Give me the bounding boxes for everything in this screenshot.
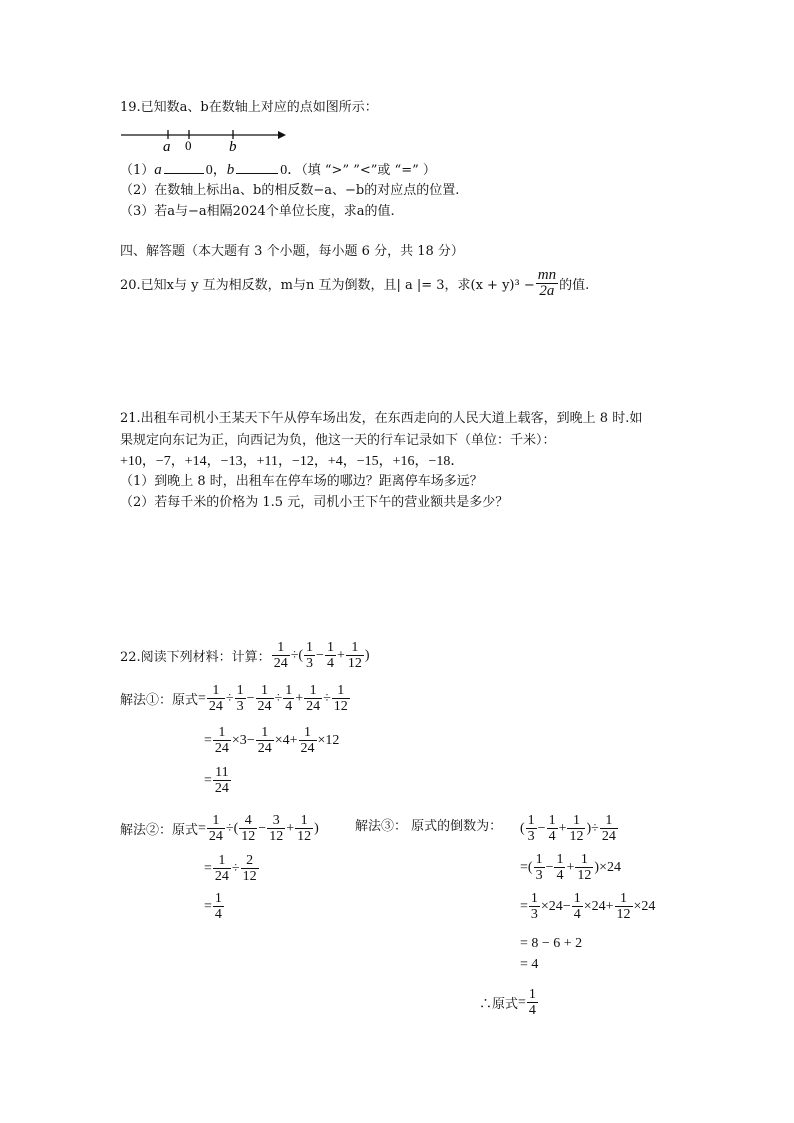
fraction (207, 683, 225, 714)
math-symbol: 0． (280, 163, 302, 178)
fraction-denominator: 3 (530, 907, 538, 922)
q22-method2-line2 (204, 853, 260, 884)
fraction (304, 640, 315, 671)
fraction (325, 640, 336, 671)
fraction-numerator: 1 (306, 640, 314, 655)
fraction-numerator: 1 (346, 640, 364, 656)
fraction-denominator: 12 (333, 699, 348, 714)
fraction-numerator: 1 (272, 640, 290, 656)
fraction-numerator: 1 (527, 813, 535, 828)
math-symbol: ÷ (274, 690, 283, 706)
section-heading: 四、解答题（本大题有 3 个小题，每小题 6 分，共 18 分） (120, 244, 464, 259)
fraction (213, 891, 224, 922)
math-symbol: + (289, 732, 298, 748)
fraction-numerator: 1 (213, 853, 231, 869)
fraction-denominator: 4 (573, 907, 581, 922)
fraction-numerator: 1 (528, 987, 536, 1002)
fraction-numerator: 1 (567, 813, 585, 829)
fraction-numerator: 1 (299, 725, 317, 741)
math-symbol: = (518, 994, 526, 1010)
fraction-numerator: 1 (575, 852, 593, 868)
fraction-numerator: 1 (556, 852, 564, 867)
fraction-denominator: 24 (214, 869, 229, 884)
fraction (304, 683, 322, 714)
fraction (239, 813, 257, 844)
q22-method1-result (204, 765, 232, 796)
math-symbol: − (258, 820, 267, 836)
math-symbol: + (286, 820, 295, 836)
fraction (256, 683, 274, 714)
fraction (241, 853, 259, 884)
fraction (213, 765, 231, 796)
math-symbol: ( (233, 820, 239, 836)
math-symbol: − (537, 820, 546, 836)
math-symbol: − (562, 898, 571, 914)
fraction-denominator: 24 (257, 699, 272, 714)
fraction-numerator: 1 (600, 813, 618, 829)
fraction-denominator: 2a (539, 283, 555, 299)
fraction-numerator: 1 (256, 683, 274, 699)
math-symbol: ÷ (290, 647, 299, 663)
fraction-denominator: 24 (601, 829, 616, 844)
math-symbol: ) (594, 859, 600, 875)
fraction-denominator: 4 (548, 829, 556, 844)
fraction-numerator: 1 (573, 891, 581, 906)
q21-part1: （1）到晚上 8 时，出租车在停车场的哪边？距离停车场多远？ (120, 474, 483, 489)
q22-method3-line4: = 8 − 6 + 2 (520, 936, 583, 951)
math-symbol: ) (586, 820, 592, 836)
fraction-denominator: 24 (306, 699, 321, 714)
q22-method1-line1: 解法①：原式 = $\frac{1}{24}$ ÷ $\frac{1}{3}$ − $\frac{1}{24}$ ÷ $\frac{1}{4}$ + $\frac{1}{24}$ ÷ $\frac{1}{12}$ (120, 683, 348, 714)
math-symbol: ÷ (231, 860, 240, 876)
fraction (526, 813, 537, 844)
fraction (600, 813, 618, 844)
math-symbol: = (204, 860, 212, 876)
fraction-numerator: 1 (326, 640, 334, 655)
fraction-denominator: 12 (241, 829, 256, 844)
fraction-numerator: 2 (241, 853, 259, 869)
fraction-numerator: 1 (295, 813, 313, 829)
fraction-denominator: 12 (269, 829, 284, 844)
math-symbol: − (246, 690, 255, 706)
fraction (547, 813, 558, 844)
math-symbol: = (204, 772, 212, 788)
q20: 20.已知x与 y 互为相反数，m与n 互为倒数，且| a |= 3，求(x + y)³ − $\frac{mn}{2a}$ 的值. (120, 267, 590, 299)
fraction-denominator: 4 (556, 868, 564, 883)
math-symbol: + (295, 690, 304, 706)
math-symbol: + (566, 859, 575, 875)
q22-intro: 22.阅读下列材料：计算： $\frac{1}{24}$ ÷ ( $\frac{1}{3}$ − $\frac{1}{4}$ + $\frac{1}{12}$ ) (120, 640, 370, 671)
q21-record: +10，−7，+14，−13，+11，−12，+4，−15，+16，−18． (120, 454, 465, 469)
math-symbol: ×24 (599, 859, 621, 875)
math-symbol: ×3 (231, 732, 247, 748)
fraction-numerator: 1 (285, 683, 293, 698)
fraction-denominator: 4 (214, 907, 222, 922)
math-symbol: ) (364, 647, 370, 663)
fraction-numerator: 1 (214, 891, 222, 906)
fraction-denominator: 4 (285, 699, 293, 714)
fraction-denominator: 24 (214, 741, 229, 756)
fraction-numerator: 1 (207, 683, 225, 699)
q19-part1: （1）a 0，b 0．（填 “>” ”<”或 “=” ） (120, 162, 436, 178)
fraction-denominator: 24 (273, 656, 288, 671)
fraction-numerator: 1 (236, 683, 244, 698)
fraction-denominator: 12 (297, 829, 312, 844)
axis-label-zero: 0 (185, 138, 192, 153)
math-symbol: ×12 (317, 732, 340, 748)
fraction (332, 683, 350, 714)
fraction-denominator: 24 (208, 699, 223, 714)
q21-line2: 果规定向东记为正，向西记为负，他这一天的行车记录如下（单位：千米）： (120, 433, 556, 448)
q22-method3-line3 (520, 891, 655, 922)
math-symbol: ( (520, 820, 525, 836)
math-symbol: = (204, 732, 212, 748)
math-symbol: = (520, 898, 528, 914)
fraction (213, 725, 231, 756)
fraction (267, 813, 285, 844)
fraction-numerator: 1 (332, 683, 350, 699)
fraction-numerator: 1 (304, 683, 322, 699)
math-symbol: ( (298, 647, 304, 663)
fraction-denominator: 24 (257, 741, 272, 756)
fraction-numerator: 4 (239, 813, 257, 829)
answer-blank-b[interactable] (236, 161, 278, 174)
fraction-denominator: 3 (535, 868, 543, 883)
fraction-denominator: 12 (347, 656, 362, 671)
q22-method1-line2 (204, 725, 339, 756)
fraction (256, 725, 274, 756)
fraction-numerator: 11 (213, 765, 231, 781)
answer-blank-a[interactable] (164, 161, 204, 174)
fraction (272, 640, 290, 671)
q22-conclusion: ∴原式 = $\frac{1}{4}$ (479, 987, 536, 1018)
axis-label-b: b (229, 139, 237, 155)
fraction-numerator: 1 (548, 813, 556, 828)
q21-line1: 21.出租车司机小王某天下午从停车场出发，在东西走向的人民大道上载客，到晚上 8 时.如 (120, 411, 643, 426)
fraction (567, 813, 585, 844)
number-line (118, 125, 288, 155)
math-symbol: = (198, 820, 206, 836)
fraction-denominator: 24 (214, 781, 229, 796)
math-symbol: − (316, 647, 324, 663)
q22-method2-line1: 解法②：原式 = $\frac{1}{24}$ ÷ ( $\frac{4}{12}$ − $\frac{3}{12}$ + $\frac{1}{12}$ ) (120, 813, 319, 844)
math-symbol: = (520, 859, 528, 875)
fraction-denominator: 12 (616, 907, 631, 922)
fraction (295, 813, 313, 844)
q22-method3-line2 (520, 852, 621, 883)
fraction-denominator: 3 (306, 656, 314, 671)
math-symbol: ) (314, 820, 319, 836)
math-symbol: − (246, 732, 255, 748)
q19-intro: 19.已知数a、b在数轴上对应的点如图所示： (120, 100, 378, 115)
fraction (572, 891, 583, 922)
math-symbol: ÷ (225, 690, 234, 706)
fraction (575, 852, 593, 883)
fraction-numerator: 3 (267, 813, 285, 829)
math-symbol: = (204, 898, 212, 914)
fraction (235, 683, 246, 714)
fraction-denominator: 12 (242, 869, 257, 884)
fraction (299, 725, 317, 756)
axis-label-a: a (163, 139, 171, 155)
fraction-denominator: 4 (326, 656, 334, 671)
q22-method3-label: 解法③： 原式的倒数为： (355, 819, 503, 834)
fraction-numerator: 1 (530, 891, 538, 906)
math-symbol: ×4 (274, 732, 290, 748)
fraction-numerator: 1 (256, 725, 274, 741)
math-symbol: + (336, 647, 345, 663)
math-symbol: ÷ (225, 820, 234, 836)
fraction-denominator: 12 (569, 829, 584, 844)
math-symbol: ÷ (323, 690, 331, 706)
q19-part3: （3）若a与−a相隔2024个单位长度，求a的值. (120, 204, 395, 219)
fraction (529, 891, 540, 922)
math-symbol: ÷ (591, 820, 599, 836)
fraction-denominator: 4 (528, 1003, 536, 1018)
math-symbol: − (545, 859, 554, 875)
q20-fraction (536, 268, 558, 299)
fraction (615, 891, 633, 922)
fraction (527, 987, 538, 1018)
fraction-numerator: 1 (615, 891, 633, 907)
fraction (346, 640, 364, 671)
fraction (213, 853, 231, 884)
fraction-denominator: 24 (300, 741, 315, 756)
fraction (207, 813, 225, 844)
fraction-denominator: 24 (208, 829, 223, 844)
math-symbol: ×24 (633, 898, 656, 914)
fraction-denominator: 12 (577, 868, 592, 883)
fraction (554, 852, 565, 883)
q21-part2: （2）若每千米的价格为 1.5 元，司机小王下午的营业额共是多少？ (120, 495, 509, 510)
q19-part2: （2）在数轴上标出a、b的相反数−a、−b的对应点的位置. (120, 183, 460, 198)
fraction (534, 852, 545, 883)
q22-method3-line1 (520, 813, 619, 844)
math-symbol: 0， (205, 163, 227, 178)
fraction (283, 683, 294, 714)
math-symbol: + (558, 820, 567, 836)
math-symbol: ( (527, 859, 533, 875)
math-symbol: + (605, 898, 614, 914)
fraction-denominator: 3 (527, 829, 535, 844)
q22-method2-result (204, 891, 225, 922)
math-symbol: = (198, 690, 206, 706)
fraction-numerator: 1 (207, 813, 225, 829)
fraction-denominator: 3 (236, 699, 244, 714)
fraction-numerator: mn (537, 267, 557, 283)
math-symbol: ×24 (540, 898, 563, 914)
math-symbol: ×24 (583, 898, 606, 914)
fraction-numerator: 1 (213, 725, 231, 741)
fraction-numerator: 1 (535, 852, 543, 867)
q22-method3-line5: = 4 (520, 957, 539, 972)
